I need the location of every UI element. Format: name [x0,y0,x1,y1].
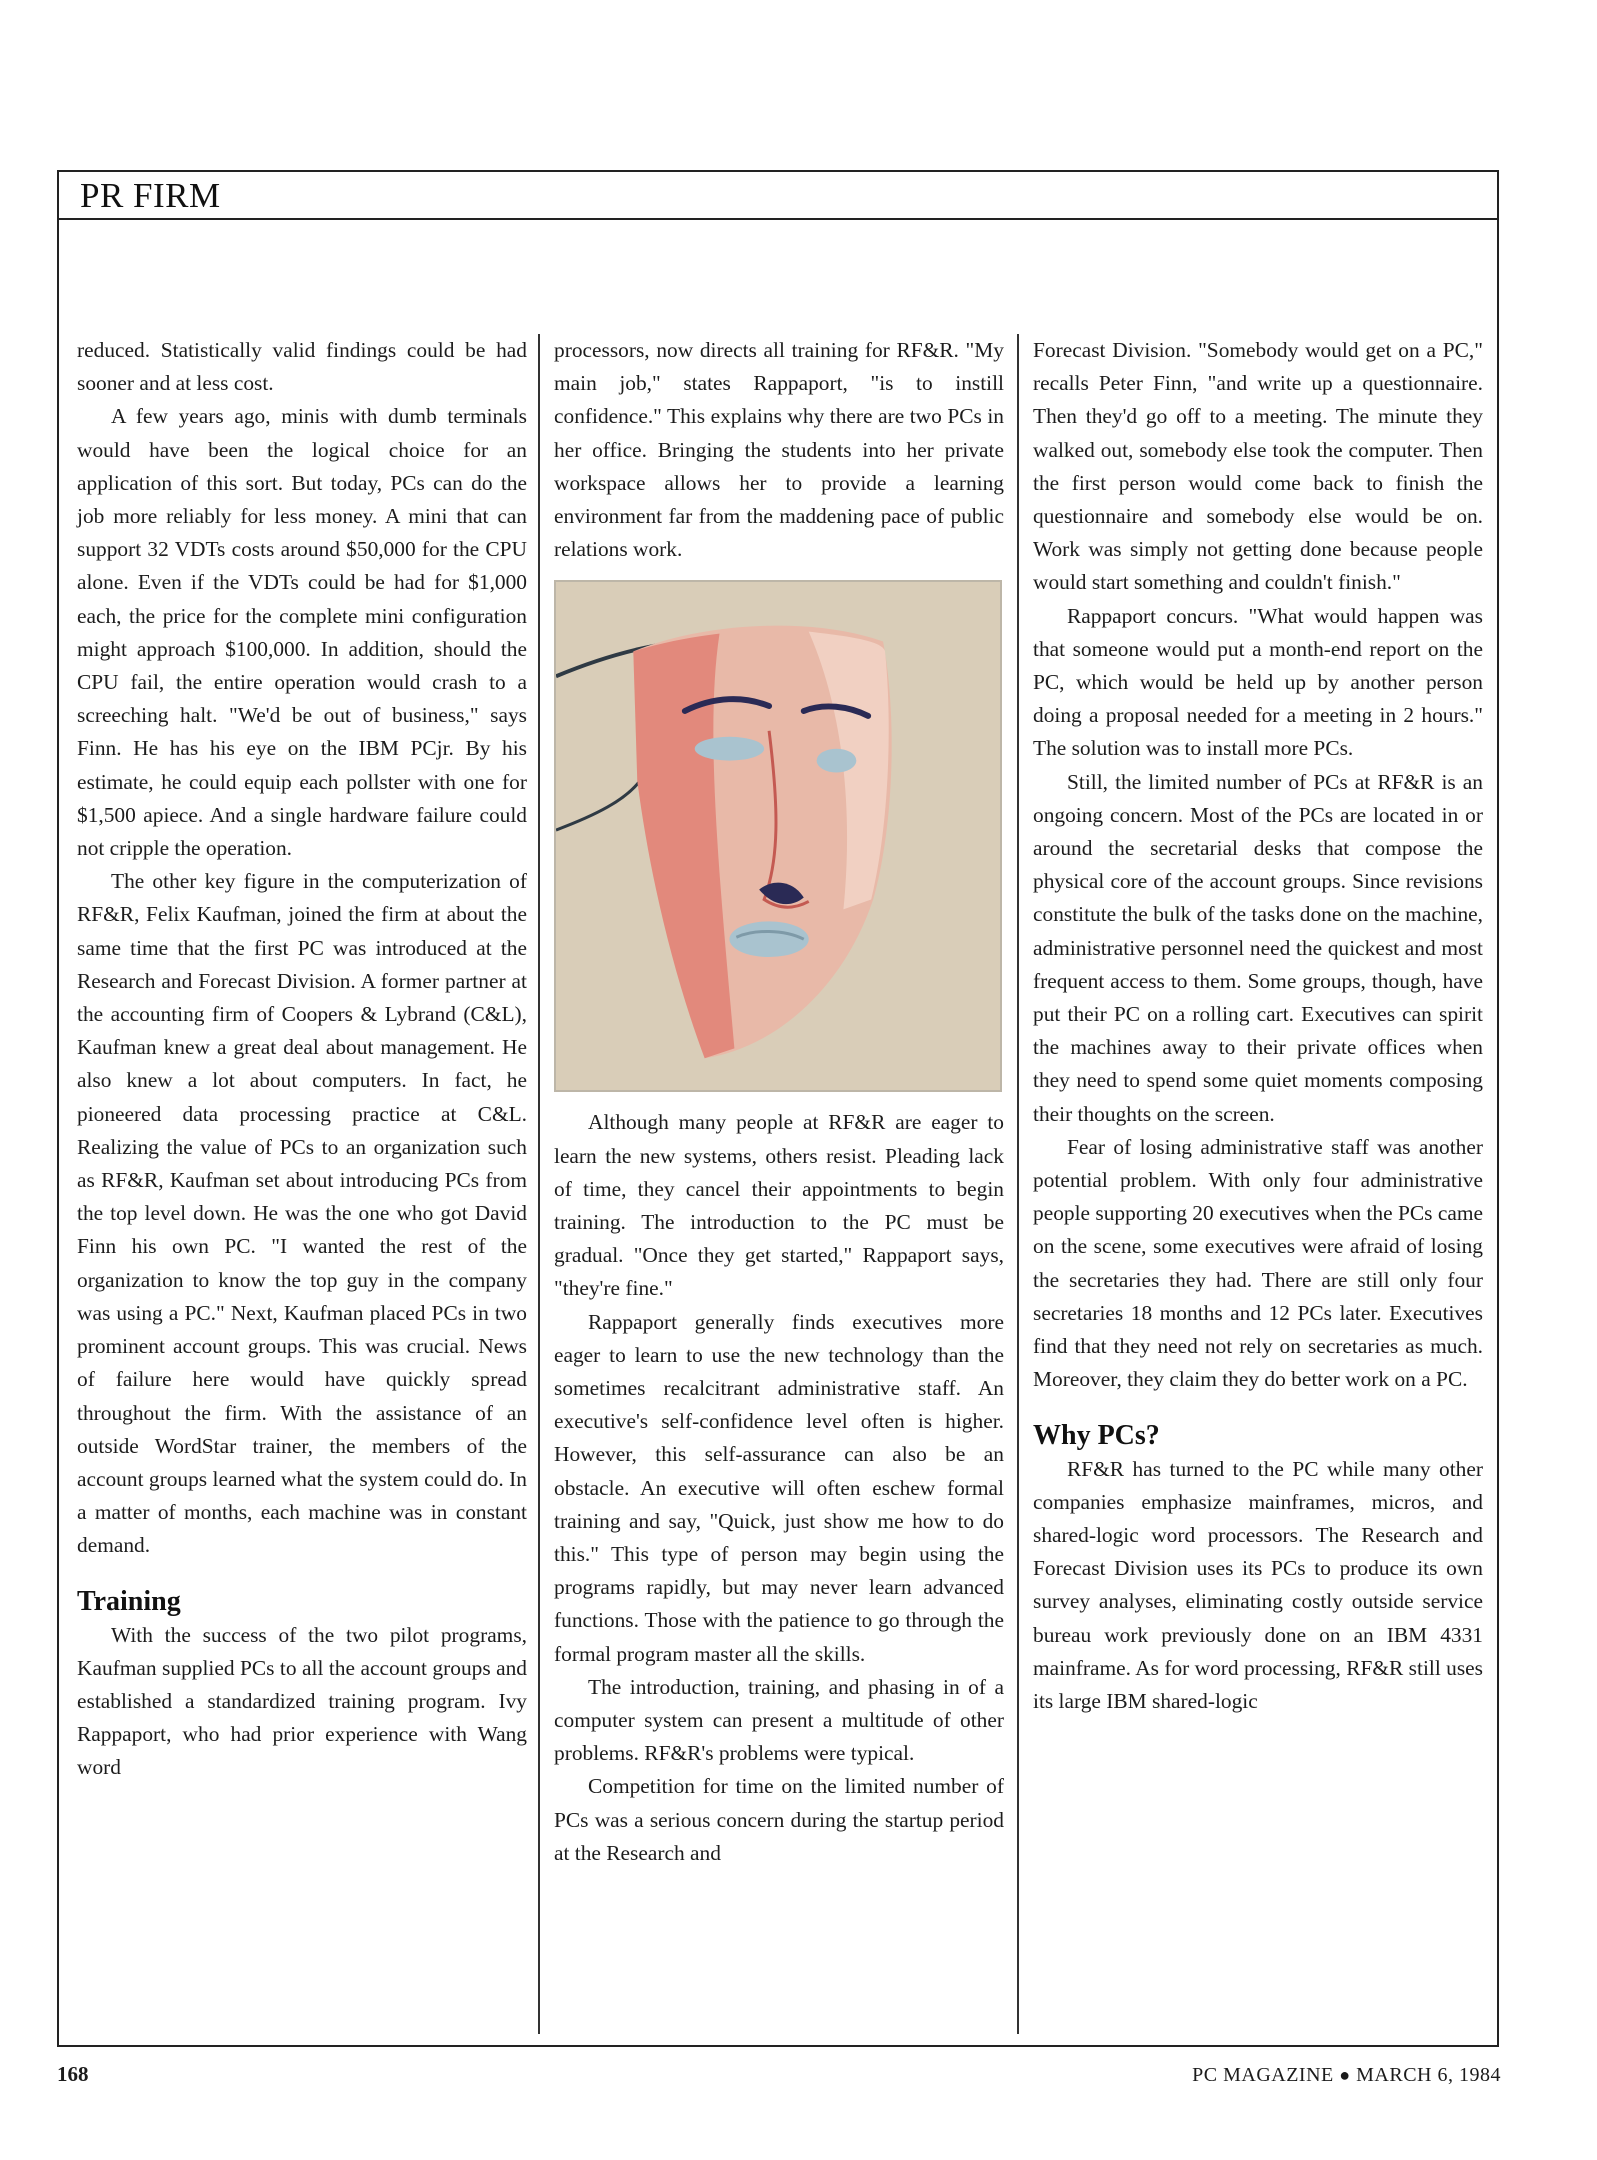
paragraph: Although many people at RF&R are eager to learn the new systems, others resist. Pleading lack of time, they cancel their appointments to begin training. The introduction to the PC must be gradual. "Once they get started," Rappaport says, "they're fine." [554,1110,1004,1301]
page-number: 168 [57,2062,89,2086]
paragraph: A few years ago, minis with dumb terminals would have been the logical choice for an application of this sort. But today, PCs can do the job more reliably for less money. A mini that can support 32 VDTs costs around $50,000 for the CPU alone. Even if the VDTs could be had for $1,000 each, the price for the complete mini configuration might approach $100,000. In addition, should the CPU fail, the entire operation would crash to a screeching halt. "We'd be out of business," says Finn. He has his eye on the IBM PCjr. By his estimate, he could equip each pollster with one for $1,500 apiece. And a single hardware failure could not cripple the operation. [77,404,527,861]
paragraph: Rappaport concurs. "What would happen was that someone would put a month-end report on the PC, which would be held up by another person doing a proposal needed for a meeting in 2 hours." The solution was to install more PCs. [1033,603,1483,761]
column-divider-1 [538,334,540,2034]
paragraph: Competition for time on the limited number of PCs was a serious concern during the startup period at the Research and [554,1774,1004,1865]
subhead-training: Training [77,1585,181,1617]
bullet-separator: ● [1339,2065,1351,2085]
issue-date: MARCH 6, 1984 [1356,2064,1501,2086]
paragraph: Still, the limited number of PCs at RF&R is an ongoing concern. Most of the PCs are located in or around the secretarial desks that compose the physical core of the account groups. Since revisions constitute the bulk of the tasks done on the machine, administrative personnel need the quickest and most frequent access to them. Some groups, though, have put their PC on a rolling cart. Executives can spirit the machines away to their private offices when they need to spend some quiet moments composing their thoughts on the screen. [1033,769,1483,1126]
face-illustration [554,580,1002,1092]
column-1 [77,334,527,1785]
paragraph: processors, now directs all training for RF&R. "My main job," states Rappaport, "is to instill confidence." This explains why there are two PCs in her office. Bringing the students into her private workspace allows her to provide a learning environment far from the maddening pace of public relations work. [554,338,1004,562]
paragraph: RF&R has turned to the PC while many other companies emphasize mainframes, micros, and shared-logic word processors. The Research and Forecast Division uses its PCs to produce its own survey analyses, eliminating costly outside service bureau work previously done on an IBM 4331 mainframe. As for word processing, RF&R still uses its large IBM shared-logic [1033,1456,1483,1713]
face-illustration-image [556,582,1000,1090]
subhead-why-pcs: Why PCs? [1033,1419,1160,1451]
column-divider-2 [1017,334,1019,2034]
publication-name: PC MAGAZINE [1192,2064,1334,2086]
column-3 [1033,334,1483,1718]
paragraph: The introduction, training, and phasing in of a computer system can present a multitude of other problems. RF&R's problems were typical. [554,1674,1004,1766]
paragraph: reduced. Statistically valid findings could be had sooner and at less cost. [77,338,527,396]
paragraph: With the success of the two pilot programs, Kaufman supplied PCs to all the account groups and established a standardized training program. Ivy Rappaport, who had prior experience with Wang word [77,1622,527,1780]
column-2 [554,334,1004,1870]
paragraph: Rappaport generally finds executives more eager to learn to use the new technology than the sometimes recalcitrant administrative staff. An executive's self-confidence level often is higher. However, this self-assurance can also be an obstacle. An executive will often eschew formal training and say, "Quick, just show me how to do this." This type of person may begin using the programs rapidly, but may never learn advanced functions. Those with the patience to go through the formal program master all the skills. [554,1309,1004,1666]
paragraph: Forecast Division. "Somebody would get on a PC," recalls Peter Finn, "and write up a questionnaire. Then they'd go off to a meeting. The minute they walked out, somebody else took the computer. Then the first person would come back to finish the questionnaire and somebody else would be on. Work was simply not getting done because people would start something and couldn't finish." [1033,338,1483,595]
section-title: PR FIRM [80,176,221,215]
section-header-bar [57,170,1499,220]
paragraph: The other key figure in the computerization of RF&R, Felix Kaufman, joined the firm at about the same time that the first PC was introduced at the Research and Forecast Division. A former partner at the accounting firm of Coopers & Lybrand (C&L), Kaufman knew a great deal about management. He also knew a lot about computers. In fact, he pioneered data processing practice at C&L. Realizing the value of PCs to an organization such as RF&R, Kaufman set about introducing PCs from the top level down. He was the one who got David Finn his own PC. "I wanted the rest of the organization to know the top guy in the company was using a PC." Next, Kaufman placed PCs in two prominent account groups. This was crucial. News of failure here would have quickly spread throughout the firm. With the assistance of an outside WordStar trainer, the members of the account groups learned what the system could do. In a matter of months, each machine was in constant demand. [77,869,527,1558]
paragraph: Fear of losing administrative staff was another potential problem. With only four administrative people supporting 20 executives when the PCs came on the scene, some executives were afraid of losing the secretaries they had. There are still only four secretaries 18 months and 12 PCs later. Executives find that they need not rely on secretaries as much. Moreover, they claim they do better work on a PC. [1033,1134,1483,1392]
running-footer [1192,2064,1501,2087]
